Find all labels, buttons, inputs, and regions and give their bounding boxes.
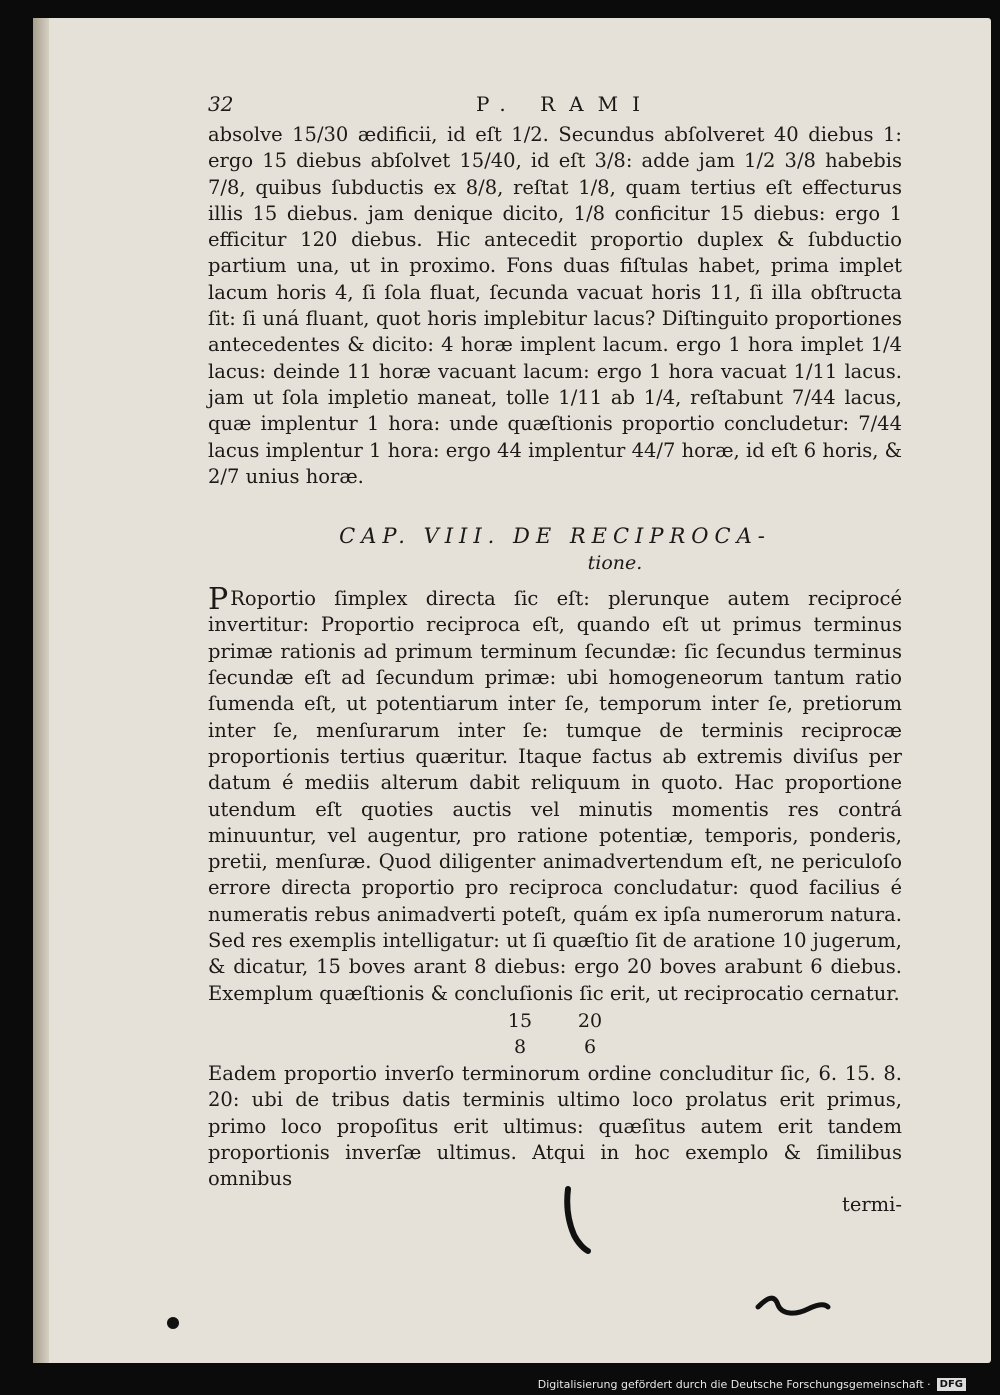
dfg-logo: DFG	[937, 1378, 966, 1391]
catchword: termi-	[841, 1193, 902, 1217]
chapter-subheading: tione.	[587, 552, 643, 575]
numbers-row-1	[208, 1009, 902, 1033]
ink-dot	[167, 1317, 179, 1329]
number-cell: 6	[583, 1035, 597, 1058]
numbers-row-2	[208, 1035, 902, 1059]
footer-text: Digitalisierung gefördert durch die Deutsche Forschungsgemeinschaft ·	[537, 1378, 931, 1391]
footer	[538, 1378, 966, 1391]
paragraph-1: absolve 15/30 ædificii, id eſt 1/2. Secundus abſolveret 40 diebus 1: ergo 15 diebus abſolvet 15/40, id eſt 3/8: adde jam 1/2 3/8 habebis 7/8, quibus ſubductis ex 8/8, reſtat 1/8, quam tertius eſt effecturus illis 15 diebus. jam denique dicito, 1/8 conficitur 15 diebus: ergo 1 efficitur 120 diebus. Hic antecedit proportio duplex & ſubductio partium una, ut in proximo. Fons duas fiſtulas habet, prima implet lacum horis 4, ſi ſola fluat, ſecunda vacuat horis 11, ſi illa obſtructa ſit: ſi uná fluant, quot horis implebitur lacus? Diſtinguito proportiones antecedentes & dicito: 4 horæ implent lacum. ergo 1 hora implet 1/4 lacus: deinde 11 horæ vacuant lacum: ergo 1 hora vacuat 1/11 lacus. jam ut ſola impletio maneat, tolle 1/11 ab 1/4, reſtabunt 7/44 lacus, quæ implentur 1 hora: unde quæſtionis proportio concludetur: 7/44 lacus implentur 1 hora: ergo 44 implentur 44/7 horæ, id eſt 6 horis, & 2/7 unius horæ.	[208, 123, 902, 488]
page-gutter	[33, 18, 49, 1363]
number-cell: 8	[513, 1035, 527, 1058]
number-cell: 15	[507, 1009, 533, 1032]
running-title: P. RAMI	[476, 92, 654, 116]
drop-cap: P	[208, 582, 229, 618]
chapter-heading: CAP. VIII. DE RECIPROCA-	[339, 524, 771, 549]
ink-mark-icon	[560, 1185, 596, 1255]
page-number: 32	[208, 92, 234, 116]
paragraph-2	[208, 582, 902, 1007]
running-head	[208, 92, 902, 122]
paragraph-3: Eadem proportio inverſo terminorum ordine concluditur ſic, 6. 15. 8. 20: ubi de tribus datis terminis ultimo loco prolatus erit primus, primo loco propoſitus erit ultimus: quæſitus autem erit tandem proportionis inverſæ ultimus. Atqui in hoc exemplo & ſimilibus omnibus	[208, 1061, 902, 1191]
text-block	[208, 92, 902, 1218]
paragraph-2-text: Roportio ſimplex directa ſic eſt: plerunque autem reciprocé invertitur: Proportio reciproca eſt, quando eſt ut primus terminus primæ rationis ad primum terminum ſecundæ: ſic ſecundus terminus ſecundæ eſt ad ſecundum primæ: ubi homogeneorum tantum ratio ſumenda eſt, ut potentiarum inter ſe, temporum inter ſe, pretiorum inter ſe, menſurarum inter ſe: tumque de terminis reciprocæ proportionis tertius quæritur. Itaque factus ab extremis diviſus per datum é mediis alterum dabit reliquum in quoto. Hac proportione utendum eſt quoties auctis vel minutis momentis res contrá minuuntur, vel augentur, pro ratione potentiæ, temporis, ponderis, pretii, menſuræ. Quod diligenter animadvertendum eſt, ne periculoſo errore directa proportio pro reciproca concludatur: quod facilius é numeratis rebus animadverti poteſt, quám ex ipſa numerorum natura. Sed res exemplis intelligatur: ut ſi quæſtio ſit de aratione 10 jugerum, & dicatur, 15 boves arant 8 diebus: ergo 20 boves arabunt 6 diebus. Exemplum quæſtionis & concluſionis ſic erit, ut reciprocatio cernatur.	[208, 587, 902, 1005]
ink-flourish-icon	[752, 1285, 832, 1325]
number-cell: 20	[577, 1009, 603, 1032]
